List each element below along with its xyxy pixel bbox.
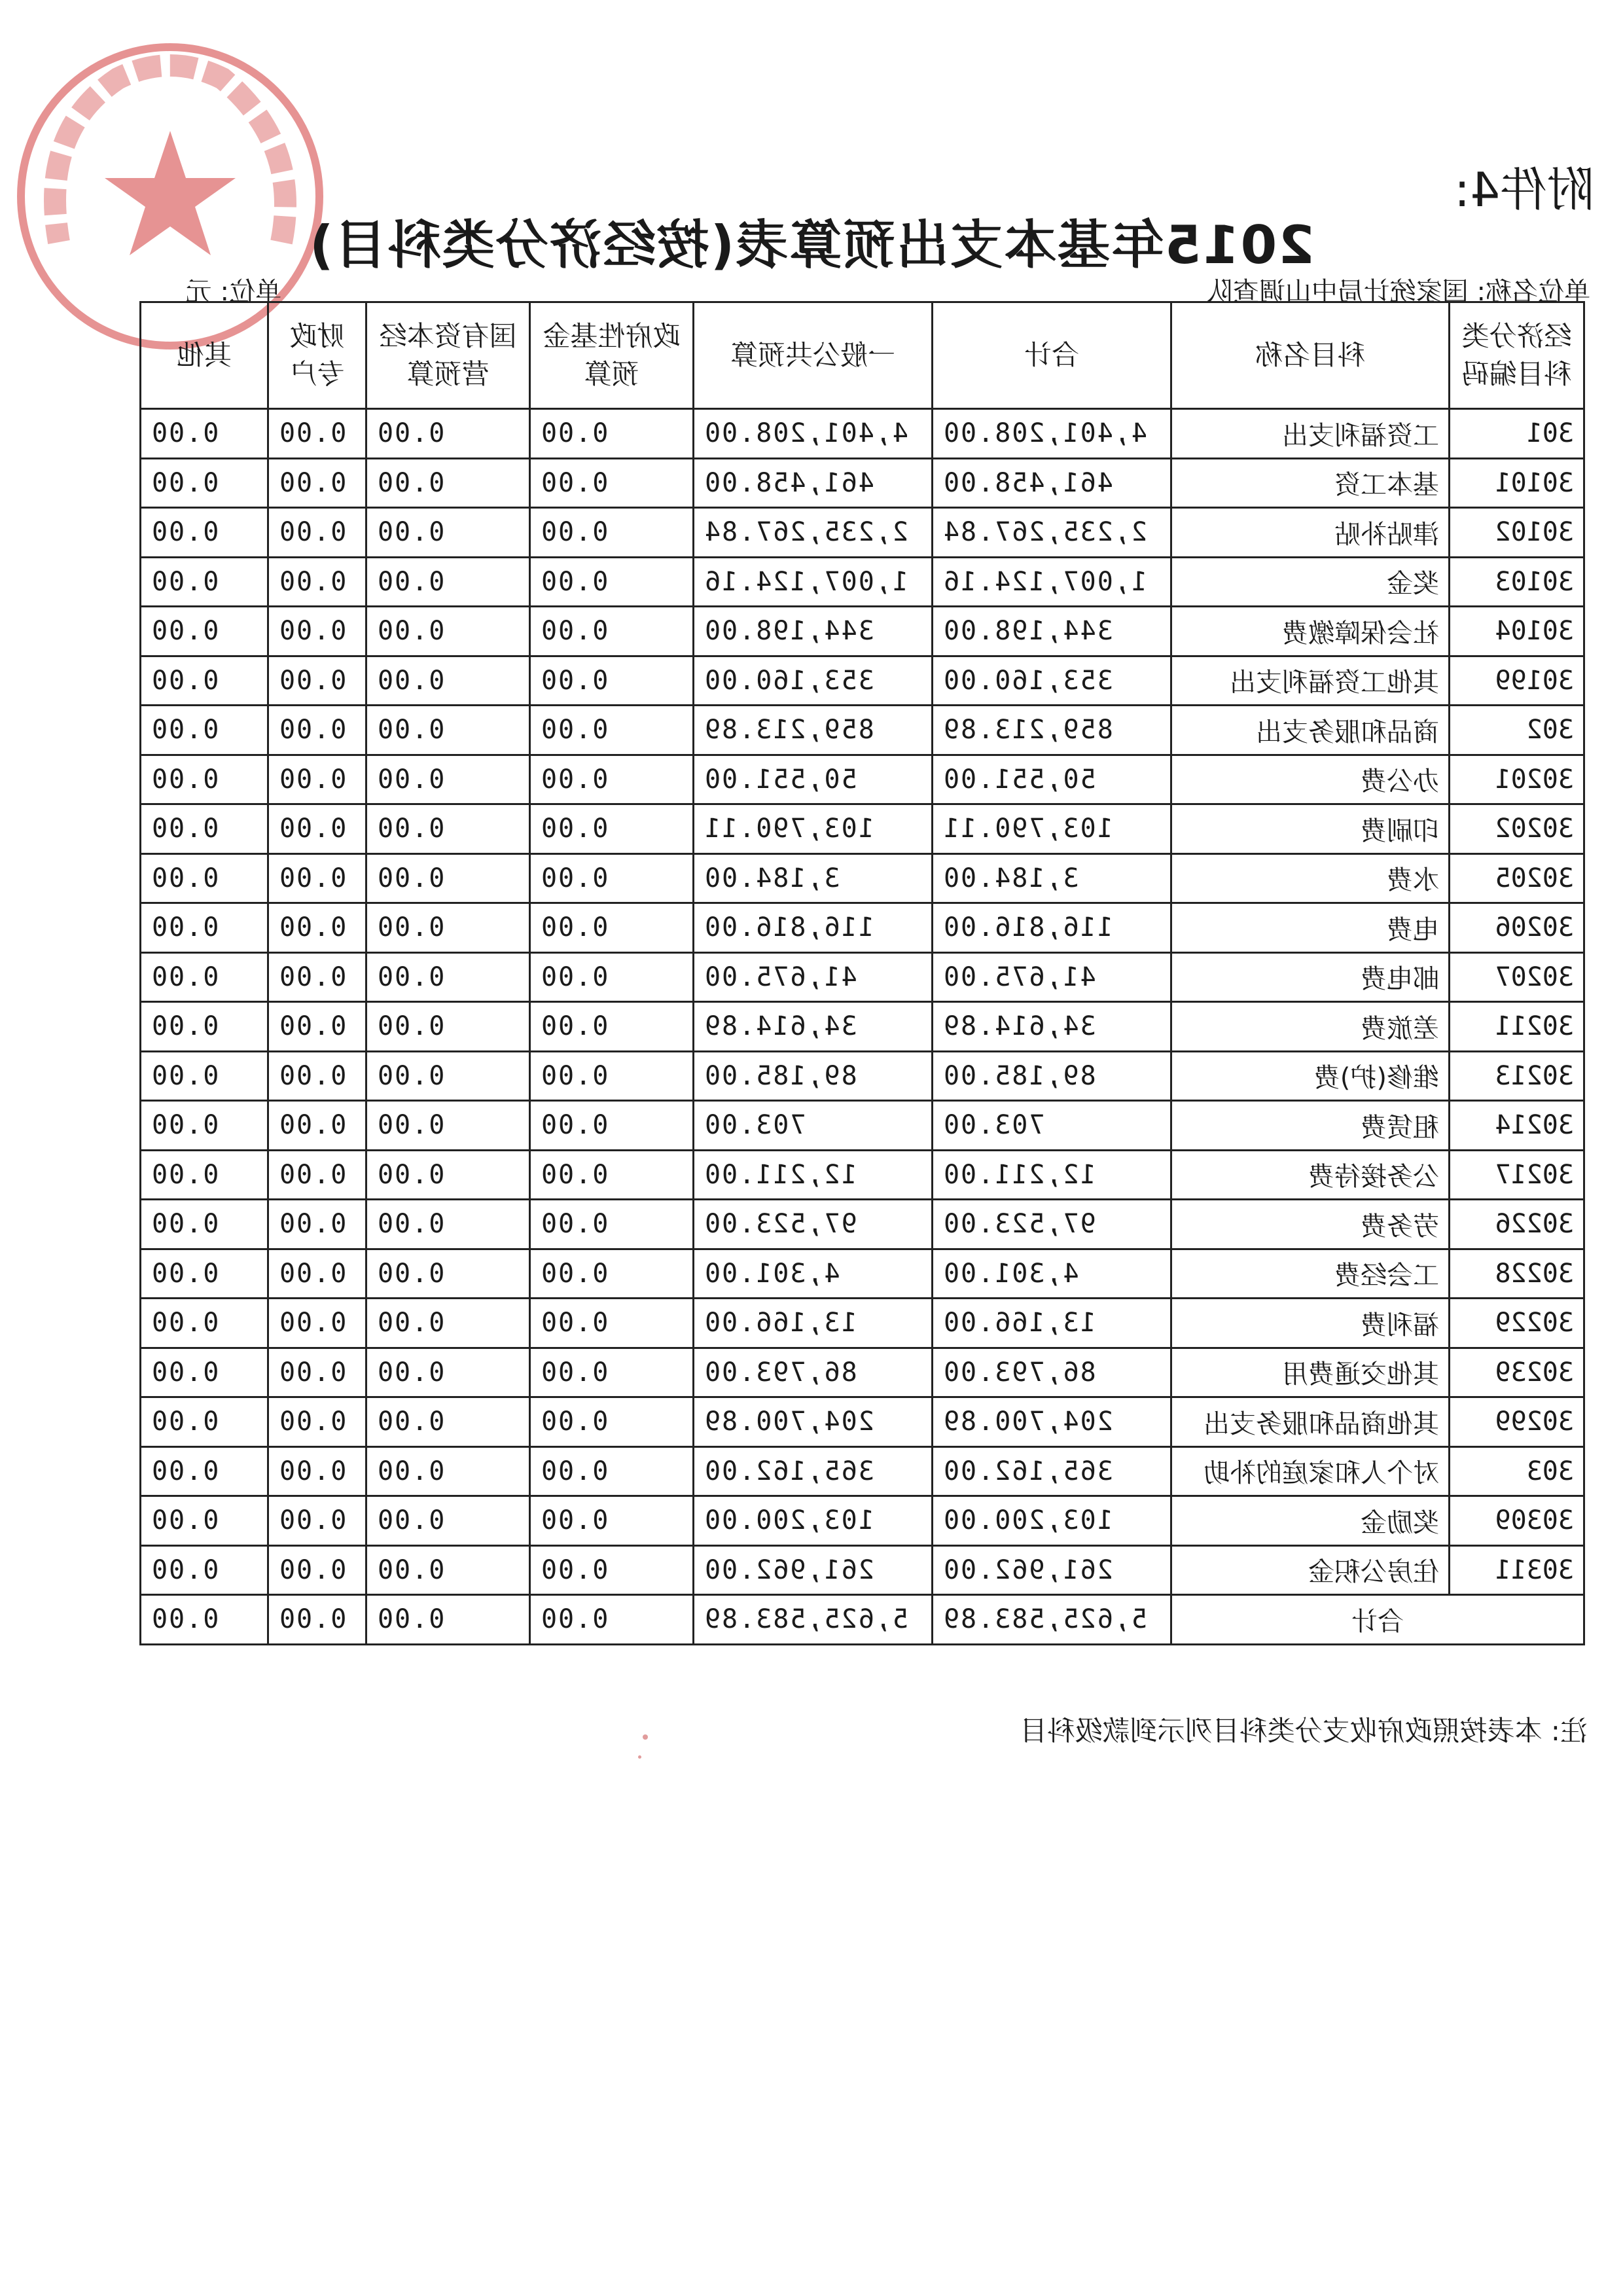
scan-speck [643,1734,648,1740]
cell-general: 103,200.00 [694,1496,933,1546]
cell-fund: 0.00 [530,1348,694,1397]
cell-total: 89,185.00 [933,1051,1171,1101]
cell-name: 其他交通费用 [1171,1348,1450,1397]
cell-code: 30217 [1450,1150,1584,1200]
cell-fund: 0.00 [530,755,694,804]
cell-state: 0.00 [366,952,530,1002]
cell-general: 703.00 [694,1101,933,1151]
table-row [141,952,1584,1002]
cell-other: 0.00 [141,1496,268,1546]
total-state: 0.00 [366,1595,530,1645]
cell-special: 0.00 [268,557,366,607]
cell-total: 4,301.00 [933,1249,1171,1299]
cell-state: 0.00 [366,903,530,953]
cell-state: 0.00 [366,656,530,706]
currency-unit: 单位: 元 [185,277,281,307]
table-row [141,557,1584,607]
cell-fund: 0.00 [530,1002,694,1052]
cell-general: 353,160.00 [694,656,933,706]
cell-special: 0.00 [268,804,366,854]
cell-general: 261,962.00 [694,1545,933,1595]
cell-code: 30205 [1450,853,1584,903]
cell-name: 租赁费 [1171,1101,1450,1151]
cell-general: 2,235,267.84 [694,508,933,558]
cell-general: 116,816.00 [694,903,933,953]
cell-special: 0.00 [268,1051,366,1101]
cell-name: 差旅费 [1171,1002,1450,1052]
cell-other: 0.00 [141,1348,268,1397]
cell-name: 电费 [1171,903,1450,953]
cell-total: 204,700.89 [933,1397,1171,1447]
table-row [141,1002,1584,1052]
cell-total: 3,184.00 [933,853,1171,903]
cell-name: 奖金 [1171,557,1450,607]
header-general-budget: 一般公共预算 [694,302,933,409]
cell-fund: 0.00 [530,1446,694,1496]
total-other: 0.00 [141,1595,268,1645]
cell-total: 344,198.00 [933,607,1171,656]
cell-state: 0.00 [366,1446,530,1496]
cell-special: 0.00 [268,1348,366,1397]
cell-code: 30228 [1450,1249,1584,1299]
cell-fund: 0.00 [530,1051,694,1101]
cell-state: 0.00 [366,1051,530,1101]
cell-state: 0.00 [366,755,530,804]
cell-other: 0.00 [141,755,268,804]
cell-fund: 0.00 [530,458,694,508]
cell-general: 3,184.00 [694,853,933,903]
cell-state: 0.00 [366,706,530,755]
table-row [141,1200,1584,1249]
cell-total: 2,235,267.84 [933,508,1171,558]
cell-general: 86,793.00 [694,1348,933,1397]
cell-name: 福利费 [1171,1299,1450,1348]
header-name: 科目名称 [1171,302,1450,409]
table-row [141,1299,1584,1348]
total-row [141,1595,1584,1645]
cell-special: 0.00 [268,1200,366,1249]
cell-general: 204,700.89 [694,1397,933,1447]
table-row [141,853,1584,903]
cell-total: 4,401,208.00 [933,409,1171,459]
cell-name: 奖励金 [1171,1496,1450,1546]
cell-special: 0.00 [268,1545,366,1595]
table-row [141,804,1584,854]
cell-general: 34,614.89 [694,1002,933,1052]
cell-code: 30229 [1450,1299,1584,1348]
cell-code: 30311 [1450,1545,1584,1595]
cell-fund: 0.00 [530,1397,694,1447]
table-row [141,1545,1584,1595]
cell-name: 工会经费 [1171,1249,1450,1299]
cell-general: 103,790.11 [694,804,933,854]
cell-code: 30104 [1450,607,1584,656]
cell-general: 89,185.00 [694,1051,933,1101]
cell-special: 0.00 [268,1299,366,1348]
cell-total: 13,166.00 [933,1299,1171,1348]
cell-general: 4,401,208.00 [694,409,933,459]
cell-total: 86,793.00 [933,1348,1171,1397]
cell-state: 0.00 [366,1101,530,1151]
cell-special: 0.00 [268,1496,366,1546]
cell-general: 365,162.00 [694,1446,933,1496]
cell-name: 基本工资 [1171,458,1450,508]
cell-other: 0.00 [141,508,268,558]
cell-other: 0.00 [141,804,268,854]
cell-code: 30213 [1450,1051,1584,1101]
cell-special: 0.00 [268,1101,366,1151]
cell-state: 0.00 [366,1545,530,1595]
total-special: 0.00 [268,1595,366,1645]
header-state-capital-budget: 国有资本经营预算 [366,302,530,409]
cell-code: 301 [1450,409,1584,459]
header-special-account: 财政专户 [268,302,366,409]
table-row [141,1051,1584,1101]
cell-total: 703.00 [933,1101,1171,1151]
cell-state: 0.00 [366,458,530,508]
cell-code: 30299 [1450,1397,1584,1447]
cell-fund: 0.00 [530,1545,694,1595]
table-row [141,409,1584,459]
cell-other: 0.00 [141,952,268,1002]
cell-total: 50,551.00 [933,755,1171,804]
cell-code: 30206 [1450,903,1584,953]
cell-fund: 0.00 [530,409,694,459]
table-header-row [141,302,1584,409]
cell-general: 344,198.00 [694,607,933,656]
header-code: 经济分类科目编码 [1450,302,1584,409]
cell-state: 0.00 [366,1496,530,1546]
cell-other: 0.00 [141,1150,268,1200]
cell-state: 0.00 [366,1348,530,1397]
cell-special: 0.00 [268,1150,366,1200]
cell-total: 12,211.00 [933,1150,1171,1200]
cell-name: 其他工资福利支出 [1171,656,1450,706]
cell-code: 30201 [1450,755,1584,804]
scan-speck [638,1755,641,1759]
table-row [141,706,1584,755]
cell-special: 0.00 [268,903,366,953]
cell-name: 工资福利支出 [1171,409,1450,459]
cell-code: 30211 [1450,1002,1584,1052]
cell-code: 30202 [1450,804,1584,854]
cell-code: 30101 [1450,458,1584,508]
cell-name: 商品和服务支出 [1171,706,1450,755]
cell-total: 103,790.11 [933,804,1171,854]
cell-fund: 0.00 [530,508,694,558]
cell-code: 30239 [1450,1348,1584,1397]
cell-fund: 0.00 [530,1299,694,1348]
cell-code: 30103 [1450,557,1584,607]
cell-special: 0.00 [268,1002,366,1052]
cell-other: 0.00 [141,903,268,953]
cell-code: 30102 [1450,508,1584,558]
cell-total: 1,007,124.16 [933,557,1171,607]
cell-total: 353,160.00 [933,656,1171,706]
cell-state: 0.00 [366,804,530,854]
cell-other: 0.00 [141,1101,268,1151]
cell-special: 0.00 [268,1249,366,1299]
cell-state: 0.00 [366,1299,530,1348]
cell-special: 0.00 [268,607,366,656]
cell-fund: 0.00 [530,1496,694,1546]
cell-fund: 0.00 [530,1200,694,1249]
cell-other: 0.00 [141,1545,268,1595]
cell-special: 0.00 [268,409,366,459]
cell-general: 41,675.00 [694,952,933,1002]
cell-total: 859,213.89 [933,706,1171,755]
cell-other: 0.00 [141,557,268,607]
cell-other: 0.00 [141,656,268,706]
cell-other: 0.00 [141,409,268,459]
cell-other: 0.00 [141,1051,268,1101]
cell-state: 0.00 [366,1200,530,1249]
cell-special: 0.00 [268,1446,366,1496]
cell-fund: 0.00 [530,804,694,854]
table-row [141,1446,1584,1496]
header-total: 合计 [933,302,1171,409]
cell-other: 0.00 [141,1299,268,1348]
cell-fund: 0.00 [530,903,694,953]
cell-code: 30214 [1450,1101,1584,1151]
attachment-label: 附件4: [1454,162,1594,217]
cell-fund: 0.00 [530,1150,694,1200]
cell-state: 0.00 [366,607,530,656]
cell-total: 365,162.00 [933,1446,1171,1496]
cell-other: 0.00 [141,458,268,508]
cell-state: 0.00 [366,1002,530,1052]
cell-fund: 0.00 [530,706,694,755]
cell-other: 0.00 [141,1397,268,1447]
cell-special: 0.00 [268,458,366,508]
cell-special: 0.00 [268,853,366,903]
cell-total: 97,523.00 [933,1200,1171,1249]
cell-fund: 0.00 [530,1249,694,1299]
cell-code: 30207 [1450,952,1584,1002]
cell-other: 0.00 [141,1446,268,1496]
cell-special: 0.00 [268,755,366,804]
cell-total: 34,614.89 [933,1002,1171,1052]
table-row [141,1496,1584,1546]
cell-general: 12,211.00 [694,1150,933,1200]
cell-name: 公务接待费 [1171,1150,1450,1200]
table-row [141,607,1584,656]
cell-special: 0.00 [268,656,366,706]
cell-name: 住房公积金 [1171,1545,1450,1595]
cell-state: 0.00 [366,1249,530,1299]
table-row [141,458,1584,508]
cell-total: 116,816.00 [933,903,1171,953]
table-row [141,903,1584,953]
total-label: 合计 [1171,1595,1584,1645]
cell-state: 0.00 [366,557,530,607]
cell-other: 0.00 [141,853,268,903]
table-row [141,1150,1584,1200]
budget-table [139,301,1585,1645]
cell-other: 0.00 [141,1249,268,1299]
cell-fund: 0.00 [530,656,694,706]
unit-name: 单位名称: 国家统计局中山调查队 [1206,277,1590,307]
cell-fund: 0.00 [530,557,694,607]
cell-name: 对个人和家庭的补助 [1171,1446,1450,1496]
cell-name: 水费 [1171,853,1450,903]
cell-fund: 0.00 [530,607,694,656]
cell-special: 0.00 [268,706,366,755]
cell-code: 302 [1450,706,1584,755]
table-row [141,656,1584,706]
table-row [141,1348,1584,1397]
footnote: 注: 本表按照政府收支分类科目列示到款级科目 [1020,1715,1588,1747]
cell-general: 4,301.00 [694,1249,933,1299]
table-row [141,1397,1584,1447]
cell-state: 0.00 [366,409,530,459]
cell-fund: 0.00 [530,853,694,903]
cell-code: 303 [1450,1446,1584,1496]
cell-name: 社会保障缴费 [1171,607,1450,656]
cell-state: 0.00 [366,508,530,558]
cell-state: 0.00 [366,853,530,903]
cell-code: 30226 [1450,1200,1584,1249]
cell-general: 97,523.00 [694,1200,933,1249]
cell-total: 103,200.00 [933,1496,1171,1546]
cell-fund: 0.00 [530,1101,694,1151]
cell-other: 0.00 [141,607,268,656]
cell-special: 0.00 [268,952,366,1002]
cell-name: 劳务费 [1171,1200,1450,1249]
cell-special: 0.00 [268,508,366,558]
cell-other: 0.00 [141,1200,268,1249]
cell-name: 其他商品和服务支出 [1171,1397,1450,1447]
table-row [141,1249,1584,1299]
header-fund-budget: 政府性基金预算 [530,302,694,409]
table-row [141,508,1584,558]
cell-state: 0.00 [366,1150,530,1200]
cell-state: 0.00 [366,1397,530,1447]
cell-special: 0.00 [268,1397,366,1447]
cell-general: 13,166.00 [694,1299,933,1348]
cell-total: 41,675.00 [933,952,1171,1002]
cell-name: 维修(护)费 [1171,1051,1450,1101]
cell-code: 30199 [1450,656,1584,706]
total-fund: 0.00 [530,1595,694,1645]
cell-fund: 0.00 [530,952,694,1002]
table-row [141,755,1584,804]
cell-other: 0.00 [141,1002,268,1052]
cell-name: 办公费 [1171,755,1450,804]
cell-general: 50,551.00 [694,755,933,804]
cell-general: 859,213.89 [694,706,933,755]
header-other: 其他 [141,302,268,409]
cell-total: 261,962.00 [933,1545,1171,1595]
total-general: 5,625,583.89 [694,1595,933,1645]
cell-other: 0.00 [141,706,268,755]
cell-name: 津贴补贴 [1171,508,1450,558]
total-total: 5,625,583.89 [933,1595,1171,1645]
table-body [141,409,1584,1645]
cell-general: 1,007,124.16 [694,557,933,607]
cell-total: 461,458.00 [933,458,1171,508]
cell-name: 印刷费 [1171,804,1450,854]
cell-code: 30309 [1450,1496,1584,1546]
cell-name: 邮电费 [1171,952,1450,1002]
table-row [141,1101,1584,1151]
cell-general: 461,458.00 [694,458,933,508]
document-title: 2015年基本支出预算表(按经济分类科目) [308,215,1315,276]
